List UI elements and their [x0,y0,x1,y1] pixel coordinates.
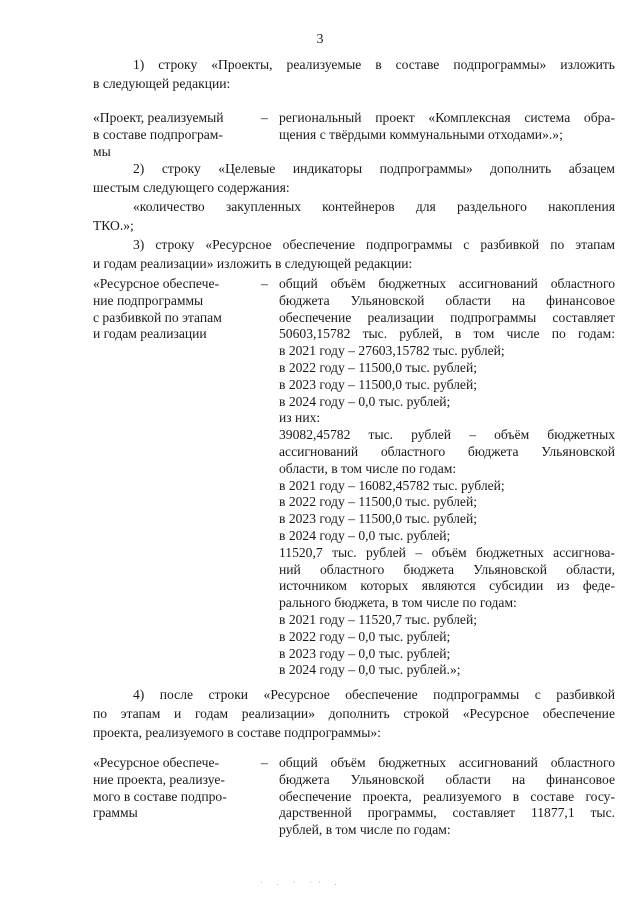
row-value-line: в 2023 году – 11500,0 тыс. рублей; [279,511,478,527]
row-value-line: бюджета Ульяновской области на финансовое [279,771,615,787]
row-value-line: в 2021 году – 16082,45782 тыс. рублей; [279,477,505,493]
row-value-line: рублей, в том числе по годам: [279,822,451,838]
paragraph-line: 3) строку «Ресурсное обеспечение подпрограммы с разбивкой по этапам [133,237,615,252]
row-value-line: в 2022 году – 0,0 тыс. рублей; [279,628,451,644]
row-label-line: ние проекта, реализуе- [93,771,225,787]
row-label-line: с разбивкой по этапам [93,309,222,325]
paragraph-line: 2) строку «Целевые индикаторы подпрограммы» дополнить абзацем [133,161,615,176]
row-label-line: «Проект, реализуемый [93,110,224,125]
paragraph-line: 4) после строки «Ресурсное обеспечение подпрограммы с разбивкой [133,687,615,702]
row-value-line: ний областного бюджета Ульяновской области, [279,561,615,577]
row-label-line: и годам реализации [93,326,207,342]
row-value [279,276,615,679]
scan-noise: · . · ·· . [260,878,343,887]
row-value-line: области, в том числе по годам: [279,460,457,476]
row-value-line: бюджета Ульяновской области на финансовое [279,292,615,308]
row-value-line: в 2021 году – 11520,7 тыс. рублей; [279,611,478,627]
row-value-line: региональный проект «Комплексная система обра- [279,110,615,125]
paragraph-line: шестым следующего содержания: [93,180,290,195]
row-value [279,110,615,144]
row-value-line: в 2023 году – 11500,0 тыс. рублей; [279,376,478,392]
row-value-line: общий объём бюджетных ассигнований областного [279,755,615,770]
row-value-line: обеспечение реализации подпрограммы составляет [279,309,615,325]
row-value-line: в 2021 году – 27603,15782 тыс. рублей; [279,343,505,359]
row-label-line: ние подпрограммы [93,292,204,308]
row-label-line: граммы [93,805,138,821]
row-label-line: в составе подпрограм- [93,126,223,142]
row-label-line: мы [93,143,111,159]
row-label [93,276,253,343]
row-dash: – [261,276,268,291]
row-value-line: в 2022 году – 11500,0 тыс. рублей; [279,359,478,375]
paragraph-line: и годам реализации» изложить в следующей редакции: [93,256,413,271]
row-label [93,755,253,822]
row-value-line: 11520,7 тыс. рублей – объём бюджетных ассигнова- [279,544,615,560]
row-label [93,110,253,160]
row-value-line: в 2022 году – 11500,0 тыс. рублей; [279,494,478,510]
row-value-line: 39082,45782 тыс. рублей – объём бюджетных [279,427,615,443]
row-value-line: из них: [279,410,321,426]
row-label-line: «Ресурсное обеспече- [93,276,220,291]
row-value-line: в 2024 году – 0,0 тыс. рублей.»; [279,662,461,678]
row-value-line: дарственной программы, составляет 11877,1 тыс. [279,805,615,821]
paragraph-line: проекта, реализуемого в составе подпрограммы»: [93,725,381,740]
row-value-line: 50603,15782 тыс. рублей, в том числе по годам: [279,326,615,342]
paragraph-line: ТКО.»; [93,218,134,233]
paragraph-1 [93,55,615,93]
paragraph-line: по этапам и годам реализации» дополнить строкой «Ресурсное обеспечение [93,706,615,721]
row-value-line: источником которых являются субсидии из феде- [279,578,615,594]
row-label-line: мого в составе подпро- [93,788,227,804]
row-dash: – [261,755,268,770]
row-value-line: щения с твёрдыми коммунальными отходами».»; [279,126,563,142]
paragraph-2 [93,159,615,273]
row-value-line: в 2024 году – 0,0 тыс. рублей; [279,527,451,543]
paragraph-line: 1) строку «Проекты, реализуемые в составе подпрограммы» изложить [133,57,615,72]
paragraph-line: в следующей редакции: [93,76,231,91]
row-dash: – [261,110,268,125]
paragraph-4 [93,685,615,742]
row-value-line: в 2024 году – 0,0 тыс. рублей; [279,393,451,409]
page-number: 3 [316,32,324,47]
row-value-line: рального бюджета, в том числе по годам: [279,595,517,611]
row-value-line: обеспечение проекта, реализуемого в составе госу- [279,788,615,804]
row-value-line: ассигнований областного бюджета Ульяновской [279,443,615,459]
row-value-line: общий объём бюджетных ассигнований областного [279,276,615,291]
row-value-line: в 2023 году – 0,0 тыс. рублей; [279,645,451,661]
row-label-line: «Ресурсное обеспече- [93,755,220,770]
paragraph-line: «количество закупленных контейнеров для раздельного накопления [133,199,615,214]
row-value [279,755,615,839]
